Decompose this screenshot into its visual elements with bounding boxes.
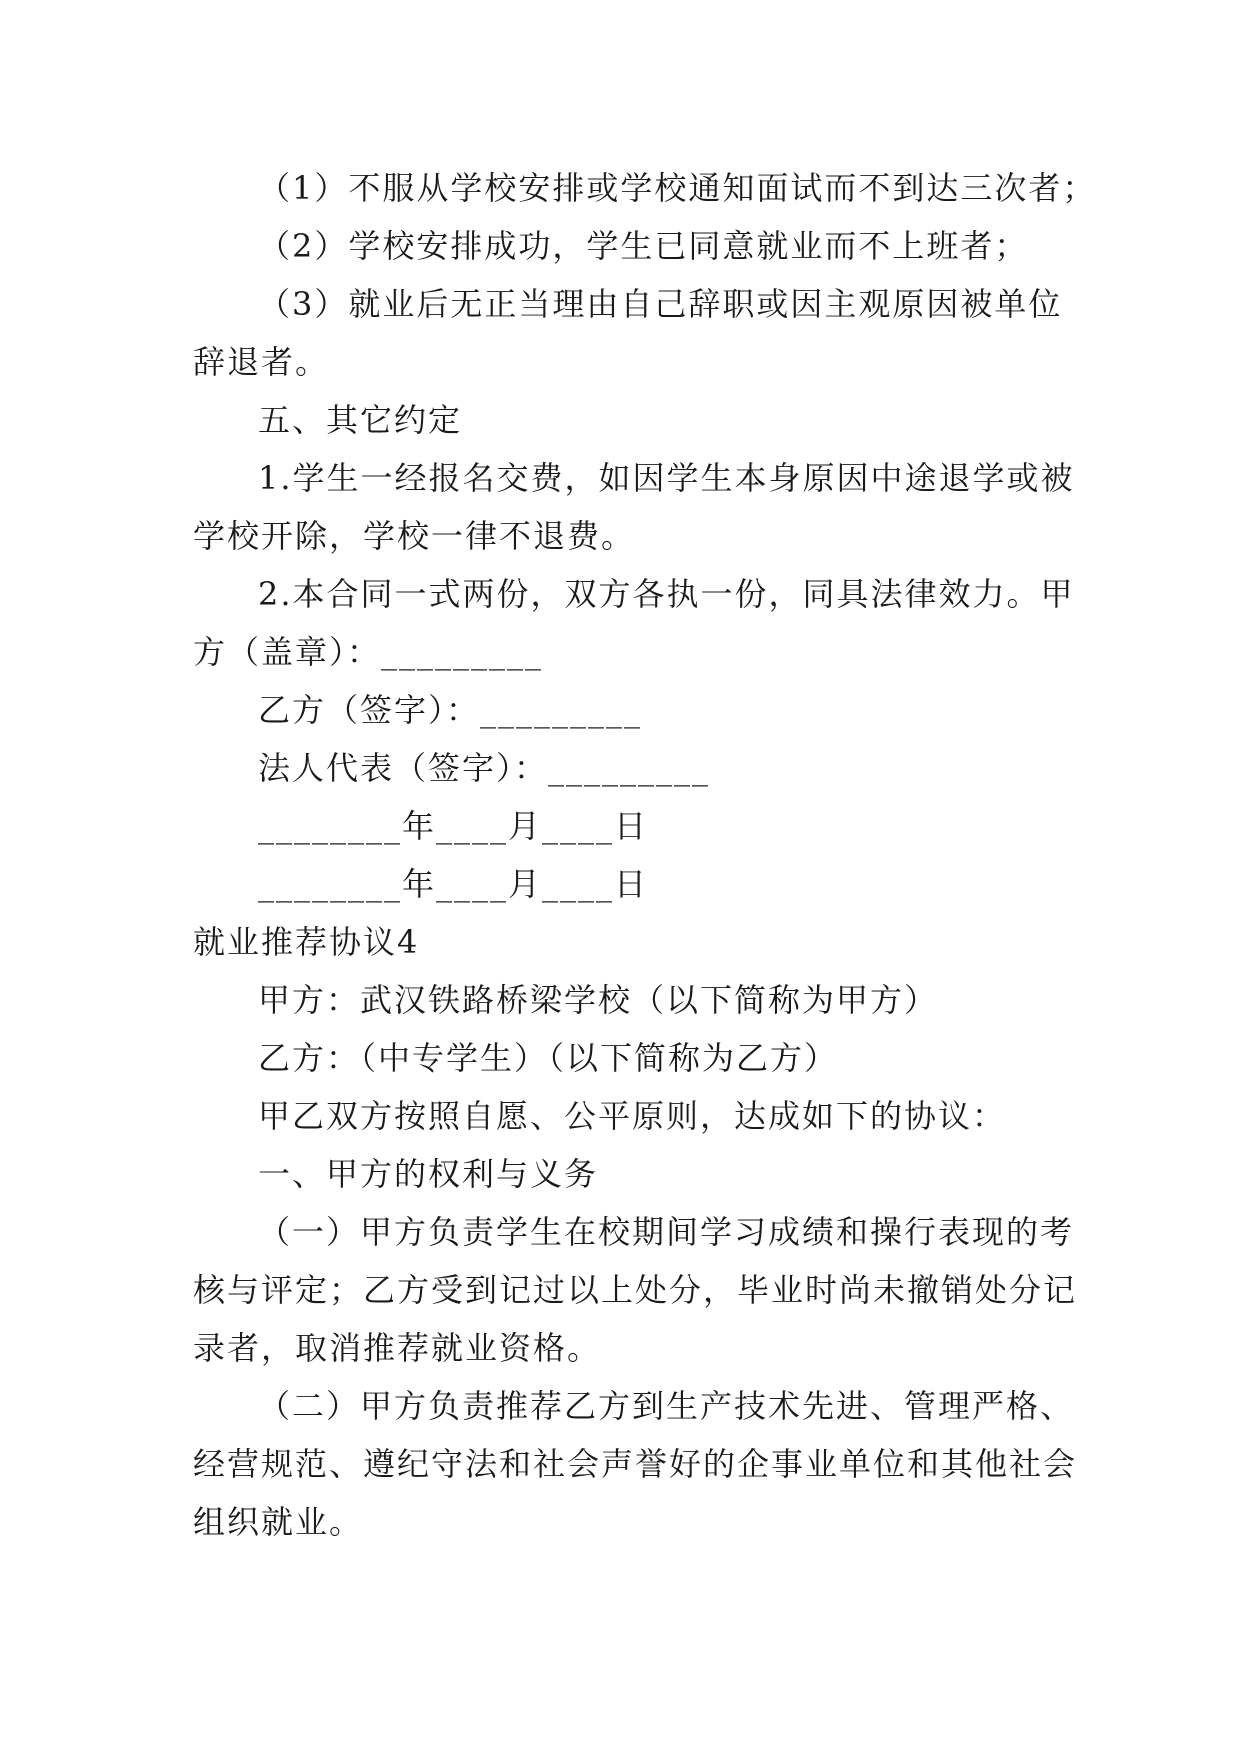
signature-line-party-b: 乙方（签字）：_________ [258, 691, 643, 729]
signature-line-party-a: 方（盖章）：_________ [193, 633, 544, 671]
date-line: ________年____月____日 [258, 807, 649, 845]
agreement-title: 就业推荐协议4 [193, 923, 420, 961]
text-line: 甲乙双方按照自愿、公平原则，达成如下的协议： [258, 1097, 1007, 1135]
text-line: 辞退者。 [193, 343, 330, 381]
text-line: 核与评定；乙方受到记过以上处分，毕业时尚未撤销处分记 [193, 1271, 1078, 1309]
text-line: 甲方：武汉铁路桥梁学校（以下简称为甲方） [258, 981, 939, 1019]
text-line: （2）学校安排成功，学生已同意就业而不上班者； [258, 227, 1029, 265]
text-line: （一）甲方负责学生在校期间学习成绩和操行表现的考 [258, 1213, 1075, 1251]
section-heading: 一、甲方的权利与义务 [258, 1155, 599, 1193]
text-line: 录者，取消推荐就业资格。 [193, 1329, 602, 1367]
text-line: 乙方：（中专学生）（以下简称为乙方） [258, 1039, 839, 1077]
date-line: ________年____月____日 [258, 865, 649, 903]
text-line: （1）不服从学校安排或学校通知面试而不到达三次者； [258, 169, 1097, 207]
text-line: 组织就业。 [193, 1503, 364, 1541]
text-line: （二）甲方负责推荐乙方到生产技术先进、管理严格、 [258, 1387, 1075, 1425]
text-line: （3）就业后无正当理由自己辞职或因主观原因被单位 [258, 285, 1063, 323]
text-line: 学校开除，学校一律不退费。 [193, 517, 636, 555]
text-line: 经营规范、遵纪守法和社会声誉好的企事业单位和其他社会 [193, 1445, 1078, 1483]
text-line: 1.学生一经报名交费，如因学生本身原因中途退学或被 [258, 459, 1075, 497]
text-line: 2.本合同一式两份，双方各执一份，同具法律效力。甲 [258, 575, 1075, 613]
section-heading: 五、其它约定 [258, 401, 463, 439]
signature-line-legal-rep: 法人代表（签字）：_________ [258, 749, 711, 787]
